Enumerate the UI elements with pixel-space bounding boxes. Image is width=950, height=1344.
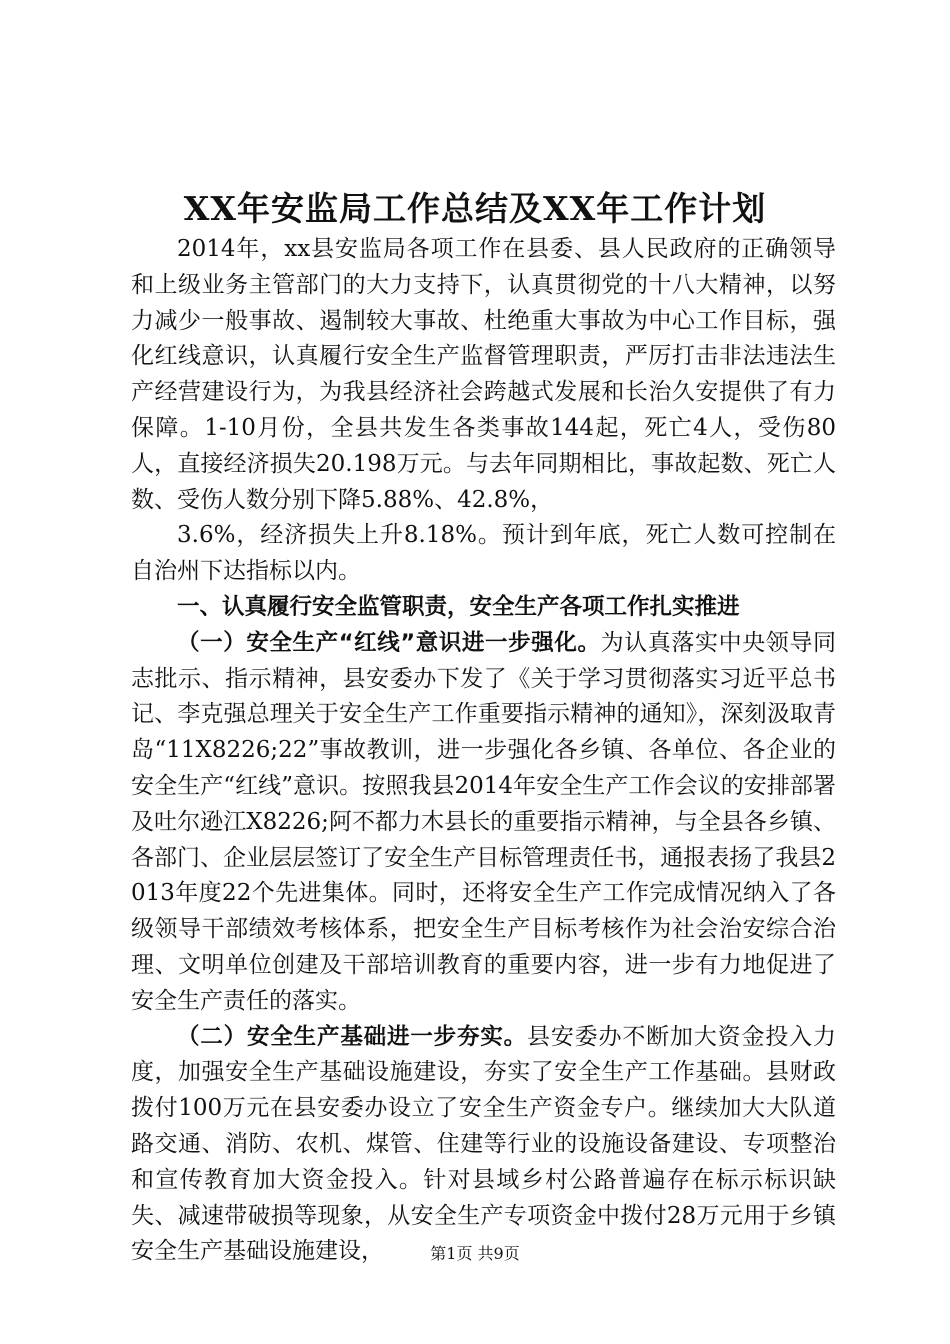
- item-1-lead: （一）安全生产“红线”意识进一步强化。: [177, 629, 601, 656]
- document-title: XX年安监局工作总结及XX年工作计划: [183, 189, 767, 228]
- item-2-lead: （二）安全生产基础进一步夯实。: [177, 1023, 527, 1050]
- paragraph-item-2: [131, 1020, 836, 1271]
- paragraph-intro-1: 2014年，xx县安监局各项工作在县委、县人民政府的正确领导和上级业务主管部门的大力支持下，认真贯彻党的十八大精神，以努力减少一般事故、遏制较大事故、杜绝重大事故为中心工作目标，强化红线意识，认真履行安全生产监督管理职责，严厉打击非法违法生产经营建设行为，为我县经济社会跨越式发展和长治久安提供了有力保障。1-10月份，全县共发生各类事故144起，死亡4人，受伤80人，直接经济损失20.198万元。与去年同期相比，事故起数、死亡人数、受伤人数分别下降5.88%、42.8%，: [131, 236, 836, 513]
- item-1-body: 为认真落实中央领导同志批示、指示精神，县安委办下发了《关于学习贯彻落实习近平总书记、李克强总理关于安全生产工作重要指示精神的通知》，深刻汲取青岛“11X8226;22”事故教训，进一步强化各乡镇、各单位、各企业的安全生产“红线”意识。按照我县2014年安全生产工作会议的安排部署及吐尔逊江X8226;阿不都力木县长的重要指示精神，与全县各乡镇、各部门、企业层层签订了安全生产目标管理责任书，通报表扬了我县2013年度22个先进集体。同时，还将安全生产工作完成情况纳入了各级领导干部绩效考核体系，把安全生产目标考核作为社会治安综合治理、文明单位创建及干部培训教育的重要内容，进一步有力地促进了安全生产责任的落实。: [131, 629, 837, 1014]
- item-2-body: 县安委办不断加大资金投入力度，加强安全生产基础设施建设，夯实了安全生产工作基础。县财政拨付100万元在县安委办设立了安全生产资金专户。继续加大大队道路交通、消防、农机、煤管、住建等行业的设施设备建设、专项整治和宣传教育加大资金投入。针对县域乡村公路普遍存在标示标识缺失、减速带破损等现象，从安全生产专项资金中拨付28万元用于乡镇安全生产基础设施建设，: [131, 1023, 836, 1265]
- document-body: [131, 232, 836, 1270]
- paragraph-item-1: [131, 626, 836, 1020]
- page-footer: 第1页 共9页: [430, 1244, 520, 1263]
- section-heading-1: 一、认真履行安全监管职责，安全生产各项工作扎实推进: [177, 593, 740, 620]
- paragraph-intro-2: 3.6%，经济损失上升8.18%。预计到年底，死亡人数可控制在自治州下达指标以内。: [131, 522, 836, 585]
